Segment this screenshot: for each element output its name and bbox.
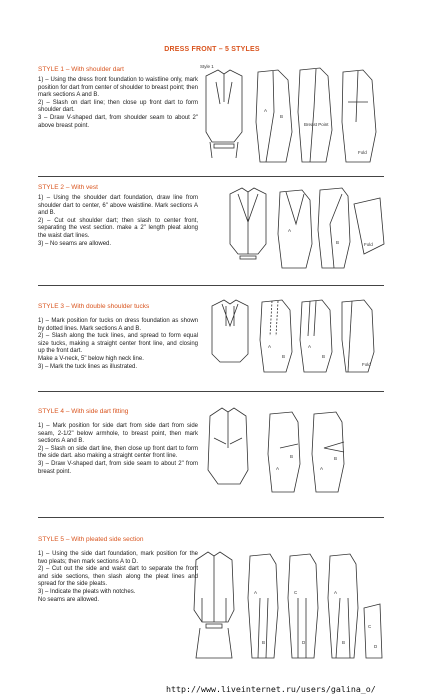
figure-label: Fold <box>358 150 367 155</box>
style-2-step: 2) – Cut out shoulder dart; then slash to center front, separating the vest section. make a 2" length pleat along the waist dart lines. <box>38 217 198 239</box>
style-1-illustration <box>198 62 388 172</box>
figure-label: A <box>264 108 268 113</box>
section-divider <box>38 285 384 286</box>
figure-label: Fold <box>362 362 371 367</box>
page-title: DRESS FRONT – 5 STYLES <box>164 46 260 53</box>
style-1-step: 3 – Draw V-shaped dart, from shoulder seam to about 2" above breast point. <box>38 114 198 129</box>
figure-label: A <box>308 344 312 349</box>
section-divider <box>38 391 384 392</box>
figure-label: A <box>254 590 258 595</box>
figure-label: A <box>268 344 272 349</box>
figure-label: C <box>368 624 372 629</box>
figure-label: D <box>302 640 306 645</box>
style-2-steps <box>38 195 198 248</box>
style-4-steps <box>38 423 198 476</box>
style-4-step: 2) – Slash on side dart line, then close up front dart to form the side dart. also making a straight center front line. <box>38 445 198 460</box>
figure-label: B <box>290 454 294 459</box>
style-1-step: 2) – Slash on dart line; then close up front dart to form shoulder dart. <box>38 99 198 114</box>
style-2-step: 3) – No seams are allowed. <box>38 240 112 247</box>
figure-label: B <box>282 354 286 359</box>
section-divider <box>38 517 384 518</box>
style-4-step: 1) – Mark position for side dart from side dart from side seam, 2-1/2" below armhole, to breast point, then mark sections A and B. <box>38 423 198 445</box>
style-2-illustration <box>224 184 388 274</box>
style-1-step: 1) – Using the dress front foundation to waistline only, mark position for dart from center of shoulder to breast point; then mark sections A and B. <box>38 77 198 99</box>
figure-label: Style 1 <box>200 64 214 69</box>
figure-label: Breast Point <box>304 122 329 127</box>
source-url: http://www.liveinternet.ru/users/galina_o/ <box>166 684 376 694</box>
style-5-step: 3) – Indicate the pleats with notches. <box>38 588 136 595</box>
figure-label: Fold <box>364 242 373 247</box>
figure-label: A <box>288 228 292 233</box>
figure-label: D <box>374 644 378 649</box>
figure-label: B <box>262 640 266 645</box>
figure-label: A <box>276 466 280 471</box>
figure-label: C <box>294 590 298 595</box>
figure-label: B <box>280 114 284 119</box>
style-1-steps <box>38 77 198 130</box>
figure-label: B <box>336 240 340 245</box>
style-5-step: No seams are allowed. <box>38 596 100 603</box>
style-4-illustration <box>204 404 388 498</box>
style-3-step: 3) – Mark the tuck lines as illustrated. <box>38 363 138 370</box>
style-2-heading: STYLE 2 – With vest <box>38 184 98 191</box>
style-3-heading: STYLE 3 – With double shoulder tucks <box>38 303 150 310</box>
style-5-heading: STYLE 5 – With pleated side section <box>38 536 144 543</box>
style-3-illustration <box>206 296 388 378</box>
style-3-step: 2) – Slash along the tuck lines, and spread to form equal size tucks, making a straight center front line, and closing up the front dart. <box>38 333 198 355</box>
style-4-step: 3) – Draw V-shaped dart, from side seam to about 2" from breast point. <box>38 460 198 475</box>
figure-label: B <box>322 354 326 359</box>
style-5-step: 1) – Using the side dart foundation, mark position for the two pleats; then mark sections A to D. <box>38 551 198 565</box>
style-5-illustration <box>190 548 388 670</box>
style-4-heading: STYLE 4 – With side dart fitting <box>38 408 129 415</box>
style-5-steps <box>38 551 198 604</box>
style-1-heading: STYLE 1 – With shoulder dart <box>38 66 124 73</box>
style-5-step: 2) – Cut out the side and waist dart to separate the front and side sections, then slash along the pleat lines and spread for the side pleats. <box>38 566 198 588</box>
style-3-steps <box>38 318 198 371</box>
figure-label: A <box>320 466 324 471</box>
style-2-step: 1) – Using the shoulder dart foundation, draw line from shoulder dart to center, 6" above waistline. Mark sections A and B. <box>38 195 198 217</box>
style-3-step: 1) – Mark position for tucks on dress foundation as shown by dotted lines. Mark sections A and B. <box>38 318 198 332</box>
section-divider <box>38 176 384 177</box>
figure-label: B <box>342 640 346 645</box>
style-3-step: Make a V-neck, 5" below high neck line. <box>38 355 144 362</box>
figure-label: B <box>334 456 338 461</box>
figure-label: A <box>334 590 338 595</box>
